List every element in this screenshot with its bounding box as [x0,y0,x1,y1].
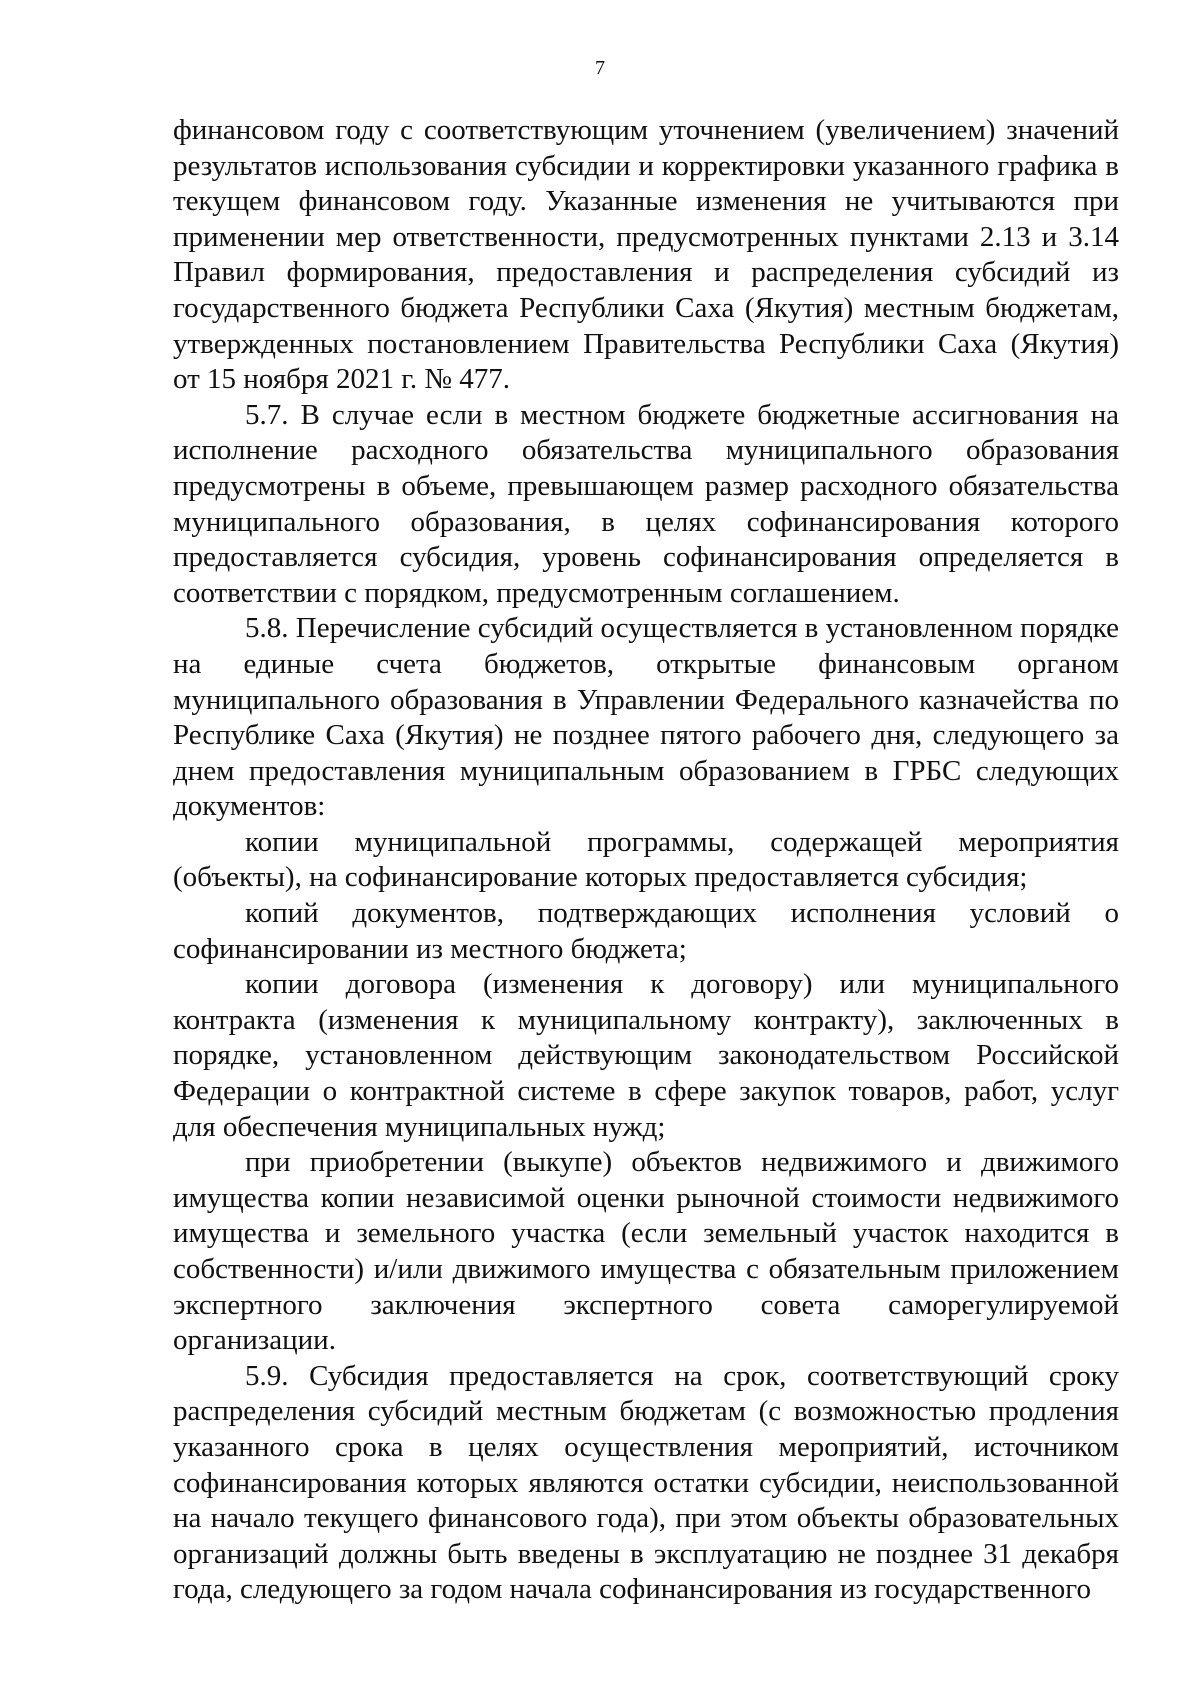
list-item-contract-copies: копии договора (изменения к договору) или муниципального контракта (изменения к муниципальному контракту), заключенных в порядке, установленном действующим законодательством Российской Федерации о контрактной системе в сфере закупок товаров, работ, услуг для обеспечения муниципальных нужд; [173,968,1119,1143]
paragraph-5-9: 5.9. Субсидия предоставляется на срок, соответствующий сроку распределения субсидий местным бюджетам (с возможностью продления указанного срока в целях осуществления мероприятий, источником софинансирования которых являются остатки субсидии, неиспользованной на начало текущего финансового года), при этом объекты образовательных организаций должны быть введены в эксплуатацию не позднее 31 декабря года, следующего за годом начала софинансирования из государственного [173,1359,1119,1606]
list-item-valuation-copies: при приобретении (выкупе) объектов недвижимого и движимого имущества копии независимой оценки рыночной стоимости недвижимого имущества и земельного участка (если земельный участок находится в собственности) и/или движимого имущества с обязательным приложением экспертного заключения экспертного совета саморегулируемой организации. [173,1146,1119,1357]
paragraph-5-8: 5.8. Перечисление субсидий осуществляется в установленном порядке на единые счета бюджетов, открытые финансовым органом муниципального образования в Управлении Федерального казначейства по Республике Саха (Якутия) не позднее пятого рабочего дня, следующего за днем предоставления муниципальным образованием в ГРБС следующих документов: [173,612,1119,823]
document-body [173,113,1119,1608]
paragraph-continuation: финансовом году с соответствующим уточнением (увеличением) значений результатов использования субсидии и корректировки указанного графика в текущем финансовом году. Указанные изменения не учитываются при применении мер ответственности, предусмотренных пунктами 2.13 и 3.14 Правил формирования, предоставления и распределения субсидий из государственного бюджета Республики Саха (Якутия) местным бюджетам, утвержденных постановлением Правительства Республики Саха (Якутия) от 15 ноября 2021 г. № 477. [173,114,1119,396]
list-item-program-copies: копии муниципальной программы, содержащей мероприятия (объекты), на софинансирование которых предоставляется субсидия; [173,825,1119,894]
paragraph-5-7: 5.7. В случае если в местном бюджете бюджетные ассигнования на исполнение расходного обязательства муниципального образования предусмотрены в объеме, превышающем размер расходного обязательства муниципального образования, в целях софинансирования которого предоставляется субсидия, уровень софинансирования определяется в соответствии с порядком, предусмотренным соглашением. [173,398,1119,609]
list-item-cofinancing-documents: копий документов, подтверждающих исполнения условий о софинансировании из местного бюджета; [173,897,1119,965]
page-number: 7 [595,57,605,79]
